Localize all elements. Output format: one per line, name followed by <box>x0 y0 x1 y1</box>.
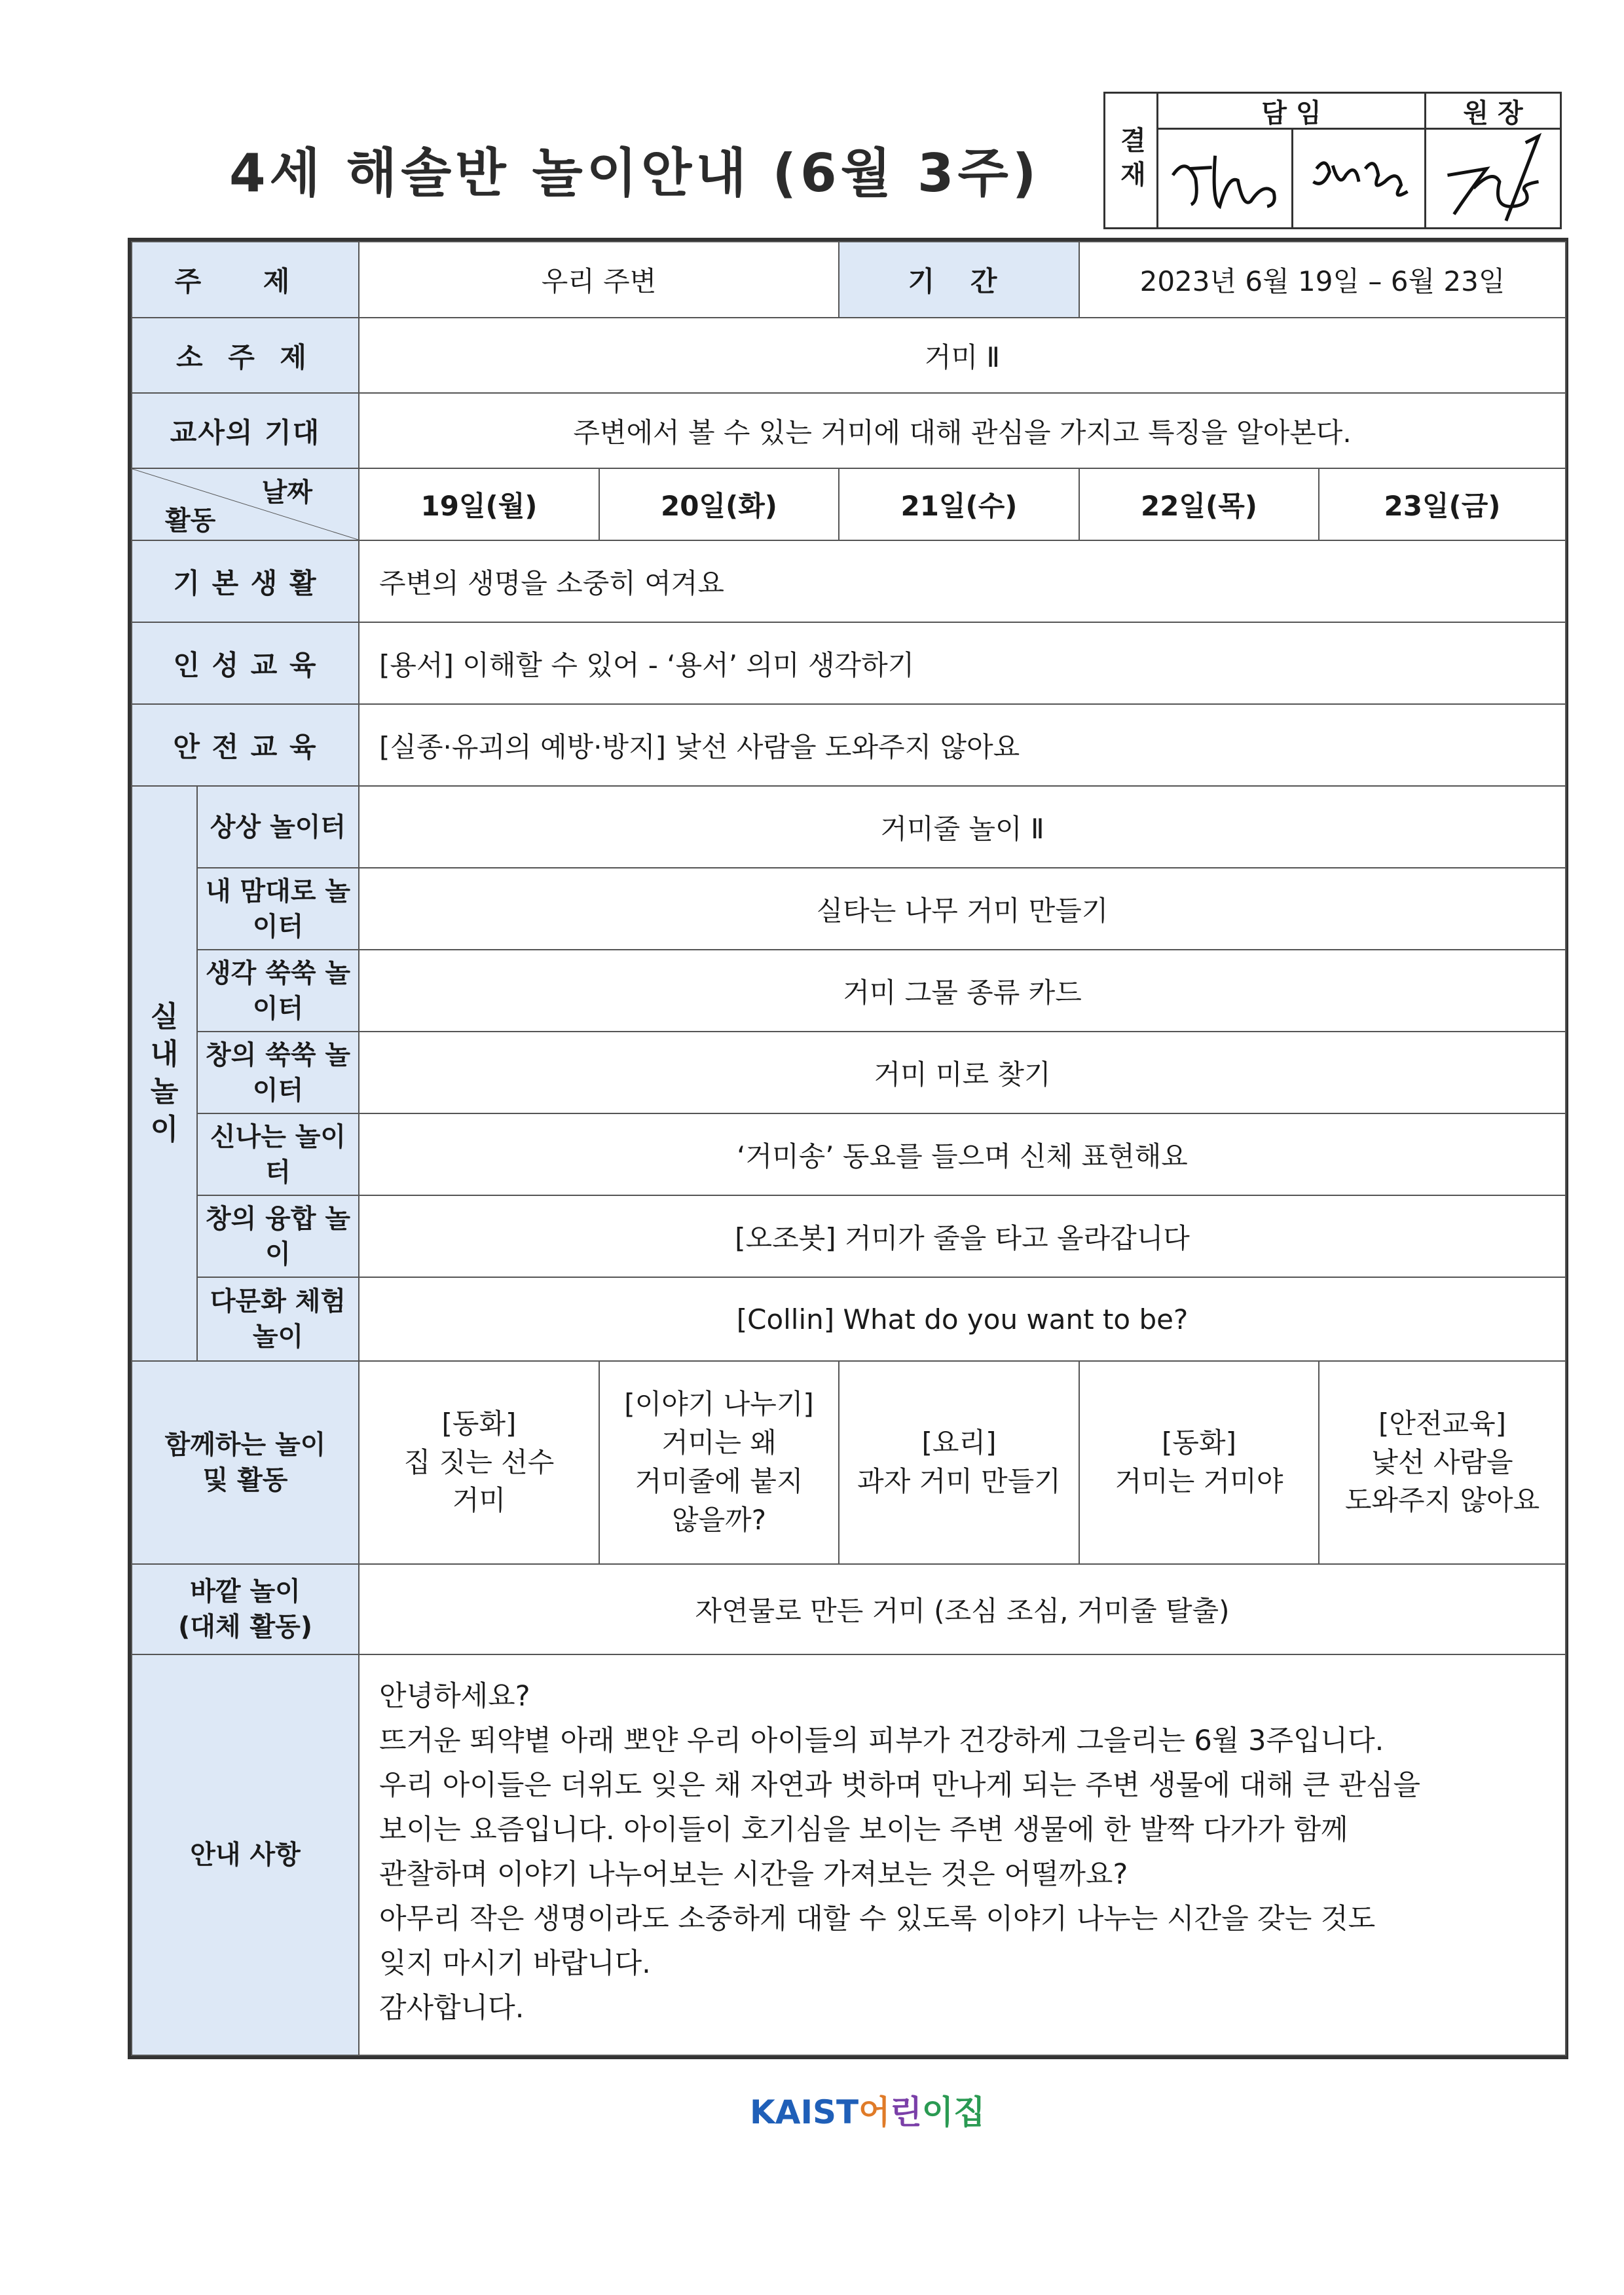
day-tue: 20일(화) <box>599 468 839 540</box>
kaist-kindergarten-logo <box>750 2086 985 2133</box>
period-label: 기 간 <box>839 242 1079 318</box>
day-fri: 23일(금) <box>1319 468 1566 540</box>
together-line: 과자 거미 만들기 <box>857 1465 1061 1497</box>
together-item <box>359 1361 599 1564</box>
safety-edu-value: [실종·유괴의 예방·방지] 낯선 사람을 도와주지 않아요 <box>359 704 1566 786</box>
together-line: 않을까? <box>672 1503 767 1536</box>
period-value: 2023년 6월 19일 – 6월 23일 <box>1079 242 1566 318</box>
basic-life-value: 주변의 생명을 소중히 여겨요 <box>359 540 1566 622</box>
indoor-row-value: 거미 미로 찾기 <box>359 1032 1566 1113</box>
indoor-row-label: 내 맘대로 놀이터 <box>197 868 359 950</box>
indoor-row-label: 상상 놀이터 <box>197 786 359 868</box>
subtheme-label: 소 주 제 <box>132 318 359 393</box>
expectation-value: 주변에서 볼 수 있는 거미에 대해 관심을 가지고 특징을 알아본다. <box>359 393 1566 468</box>
activity-label: 활동 <box>165 506 216 536</box>
indoor-row-value: [Collin] What do you want to be? <box>359 1277 1566 1361</box>
logo-part: 이집 <box>921 2093 986 2131</box>
notice-line: 관찰하며 이야기 나누어보는 시간을 가져보는 것은 어떨까요? <box>379 1857 1128 1891</box>
notice-line: 아무리 작은 생명이라도 소중하게 대할 수 있도록 이야기 나누는 시간을 갖는 것도 <box>379 1902 1376 1935</box>
approval-label-text: 결재 <box>1116 126 1146 195</box>
outdoor-label-line: 바깥 놀이 <box>190 1577 301 1607</box>
notice-body <box>359 1654 1566 2055</box>
approval-label <box>1105 94 1158 227</box>
subtheme-value: 거미 Ⅱ <box>359 318 1566 393</box>
teacher-signature-1 <box>1158 130 1293 227</box>
theme-label: 주 제 <box>132 242 359 318</box>
expectation-label: 교사의 기대 <box>132 393 359 468</box>
director-signature <box>1426 130 1560 227</box>
notice-line: 잊지 마시기 바랍니다. <box>379 1947 651 1980</box>
signature-image <box>1426 130 1560 227</box>
together-item <box>1079 1361 1319 1564</box>
theme-value: 우리 주변 <box>359 242 839 318</box>
indoor-row-label: 생각 쑥쑥 놀이터 <box>197 950 359 1032</box>
outdoor-value: 자연물로 만든 거미 (조심 조심, 거미줄 탈출) <box>359 1564 1566 1654</box>
indoor-play-label-text: 실 내 놀 이 <box>150 1000 179 1146</box>
date-activity-header <box>132 468 359 540</box>
teacher-signature-2 <box>1293 130 1426 227</box>
indoor-row-label: 창의 융합 놀이 <box>197 1195 359 1277</box>
together-line: [이야기 나누기] <box>624 1388 814 1421</box>
indoor-row-value: ‘거미송’ 동요를 들으며 신체 표현해요 <box>359 1113 1566 1195</box>
indoor-row-label: 다문화 체험놀이 <box>197 1277 359 1361</box>
outdoor-label-line: (대체 활동) <box>177 1612 313 1642</box>
together-line: [동화] <box>1162 1427 1236 1459</box>
director-header: 원 장 <box>1426 94 1560 130</box>
indoor-row-value: 실타는 나무 거미 만들기 <box>359 868 1566 950</box>
together-line: [동화] <box>441 1407 517 1440</box>
character-edu-label: 인 성 교 육 <box>132 622 359 704</box>
together-line: 거미는 왜 <box>661 1427 777 1459</box>
indoor-row-value: 거미 그물 종류 카드 <box>359 950 1566 1032</box>
together-line: 거미 <box>452 1484 506 1517</box>
together-line: [안전교육] <box>1378 1407 1507 1440</box>
together-line: 낯선 사람을 <box>1371 1446 1513 1478</box>
indoor-row-value: [오조봇] 거미가 줄을 타고 올라갑니다 <box>359 1195 1566 1277</box>
together-item <box>1319 1361 1566 1564</box>
page-title: 4세 해솔반 놀이안내 (6월 3주) <box>229 143 1041 204</box>
notice-label: 안내 사항 <box>132 1654 359 2055</box>
logo-part: 어 <box>858 2093 891 2131</box>
basic-life-label: 기 본 생 활 <box>132 540 359 622</box>
day-mon: 19일(월) <box>359 468 599 540</box>
outdoor-label <box>132 1564 359 1654</box>
together-line: 거미는 거미야 <box>1115 1465 1283 1497</box>
together-item <box>839 1361 1079 1564</box>
date-label: 날짜 <box>261 477 312 508</box>
indoor-row-value: 거미줄 놀이 Ⅱ <box>359 786 1566 868</box>
indoor-play-label <box>132 786 197 1361</box>
together-label: 함께하는 놀이 및 활동 <box>132 1361 359 1564</box>
logo-part: 린 <box>890 2093 922 2131</box>
indoor-row-label: 창의 쑥쑥 놀이터 <box>197 1032 359 1113</box>
together-line: 도와주지 않아요 <box>1344 1484 1540 1517</box>
teacher-header: 담 임 <box>1158 94 1426 130</box>
indoor-row-label: 신나는 놀이터 <box>197 1113 359 1195</box>
safety-edu-label: 안 전 교 육 <box>132 704 359 786</box>
day-wed: 21일(수) <box>839 468 1079 540</box>
together-line: [요리] <box>921 1427 997 1459</box>
signature-image <box>1293 130 1424 227</box>
signature-image <box>1158 130 1291 227</box>
notice-line: 뜨거운 뙤약볕 아래 뽀얀 우리 아이들의 피부가 건강하게 그을리는 6월 3주입니다. <box>379 1724 1384 1757</box>
together-line: 거미줄에 붙지 <box>635 1465 803 1497</box>
day-thu: 22일(목) <box>1079 468 1319 540</box>
notice-line: 감사합니다. <box>379 1991 525 2024</box>
together-line: 집 짓는 선수 <box>403 1446 555 1478</box>
notice-line: 우리 아이들은 더위도 잊은 채 자연과 벗하며 만나게 되는 주변 생물에 대해 큰 관심을 <box>379 1768 1420 1802</box>
together-item <box>599 1361 839 1564</box>
notice-line: 안녕하세요? <box>379 1680 530 1713</box>
notice-line: 보이는 요즘입니다. 아이들이 호기심을 보이는 주변 생물에 한 발짝 다가가 함께 <box>379 1813 1348 1846</box>
play-plan-table <box>128 238 1568 2059</box>
character-edu-value: [용서] 이해할 수 있어 - ‘용서’ 의미 생각하기 <box>359 622 1566 704</box>
approval-box <box>1103 92 1562 229</box>
logo-kaist: KAIST <box>750 2093 859 2131</box>
